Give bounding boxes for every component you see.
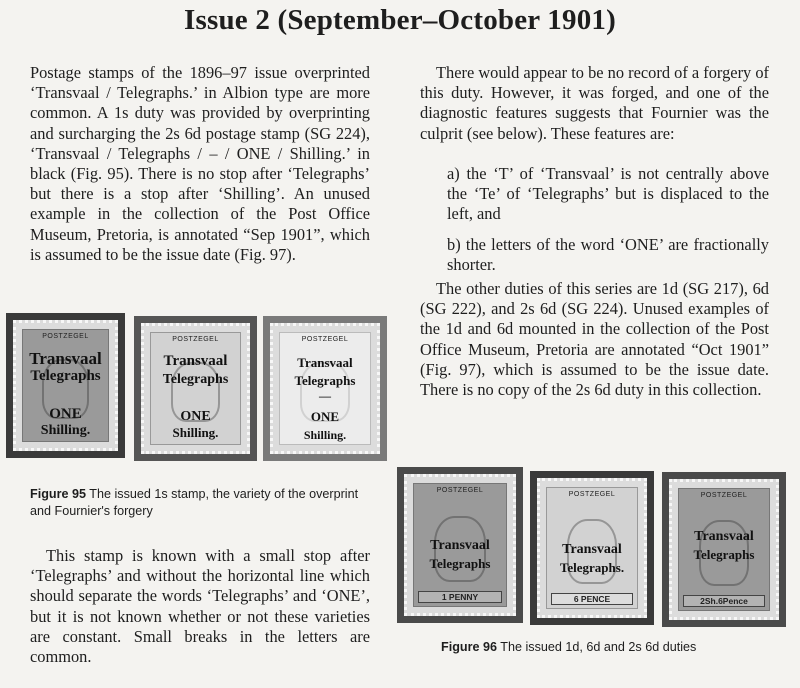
stamp-frame xyxy=(263,316,387,461)
stamp-frame xyxy=(6,313,125,458)
caption-text: The issued 1d, 6d and 2s 6d duties xyxy=(497,640,697,654)
page-title: Issue 2 (September–October 1901) xyxy=(184,4,616,36)
stamp-frame xyxy=(397,467,523,623)
stamp-frame xyxy=(530,471,654,625)
stamp-image xyxy=(141,323,250,454)
figure-95-caption xyxy=(30,486,380,520)
left-paragraph-1: Postage stamps of the 1896–97 issue overprinted ‘Transvaal / Telegraphs.’ in Albion type are more common. A 1s duty was provided by overprinting and surcharging the 2s 6d postage stamp (SG 224), ‘Transvaal / Telegraphs / – / ONE / Shilling.’ in black (Fig. 95). There is no stop after ‘Telegraphs’ but there is a stop after ‘Shilling’. An unused example in the collection of the Post Office Museum, Pretoria, is annotated “Sep 1901”, which is assumed to be the issue date (Fig. 97). xyxy=(30,63,370,264)
right-paragraph-2: The other duties of this series are 1d (SG 217), 6d (SG 222), and 2s 6d (SG 224). Unused examples of the 1d and 6d mounted in the collection of the Post Office Museum, Pretoria are annotated “Oct 1901” (Fig. 97), which is assumed to be the issue date. There is no copy of the 2s 6d duty in this collection. xyxy=(420,279,769,400)
caption-text: The issued 1s stamp, the variety of the overprint and Fournier's forgery xyxy=(30,487,359,518)
overprint-dash: — xyxy=(319,389,331,403)
stamp-top-text: POSTZEGEL xyxy=(436,487,484,494)
overprint-line: Telegraphs xyxy=(429,556,491,571)
stamp-value: 1 PENNY xyxy=(418,591,502,603)
overprint-line: Transvaal xyxy=(163,353,228,369)
stamp-top-text: POSTZEGEL xyxy=(568,491,616,498)
figure-96-caption xyxy=(441,639,781,656)
overprint-line: Transvaal xyxy=(29,349,102,368)
overprint-line: Transvaal xyxy=(694,529,754,544)
left-paragraph-2: This stamp is known with a small stop after ‘Telegraphs’ and without the horizontal line which should separate the words ‘Telegraphs’ and ‘ONE’, but it is not known whether or not these varieties are constant. Small breaks in the letters are common. xyxy=(30,546,370,667)
overprint-line: Transvaal xyxy=(297,355,353,370)
right-paragraph-1: There would appear to be no record of a forgery of this duty. However, it was forged, and one of the diagnostic features suggests that Fournier was the culprit (see below). These features are: xyxy=(420,63,769,143)
overprint-line: Shilling. xyxy=(40,423,91,438)
overprint-line: Shilling. xyxy=(303,428,347,442)
overprint-line: ONE xyxy=(49,406,82,422)
overprint-line: Telegraphs xyxy=(30,368,101,384)
stamp-image xyxy=(13,320,118,451)
stamp-top-text: POSTZEGEL xyxy=(700,492,748,499)
figure-label: Figure 96 xyxy=(441,640,497,654)
overprint-line: Telegraphs. xyxy=(559,560,625,575)
overprint-line: Telegraphs xyxy=(294,373,356,388)
stamp-frame xyxy=(662,472,786,627)
overprint-line: Telegraphs xyxy=(693,547,755,562)
overprint-line: ONE xyxy=(180,409,211,424)
list-item-a: a) the ‘T’ of ‘Transvaal’ is not centrally above the ‘Te’ of ‘Telegraphs’ but is displaced to the left, and xyxy=(447,164,769,224)
overprint-line: Shilling. xyxy=(172,425,219,440)
stamp-image xyxy=(404,474,516,616)
stamp-frame xyxy=(134,316,257,461)
stamp-image xyxy=(669,479,779,620)
stamp-value: 2Sh.6Pence xyxy=(683,595,765,607)
overprint-line: ONE xyxy=(310,409,340,424)
overprint-line: Transvaal xyxy=(430,538,490,553)
stamp-top-text: POSTZEGEL xyxy=(42,333,89,340)
overprint-line: Telegraphs xyxy=(162,372,229,387)
stamp-value: 6 PENCE xyxy=(551,593,633,605)
overprint-line: Transvaal xyxy=(562,542,622,557)
stamp-image xyxy=(537,478,647,618)
list-item-b: b) the letters of the word ‘ONE’ are fractionally shorter. xyxy=(447,235,769,275)
stamp-image xyxy=(270,323,380,454)
stamp-top-text: POSTZEGEL xyxy=(172,336,219,343)
stamp-top-text: POSTZEGEL xyxy=(301,336,349,343)
figure-label: Figure 95 xyxy=(30,487,86,501)
